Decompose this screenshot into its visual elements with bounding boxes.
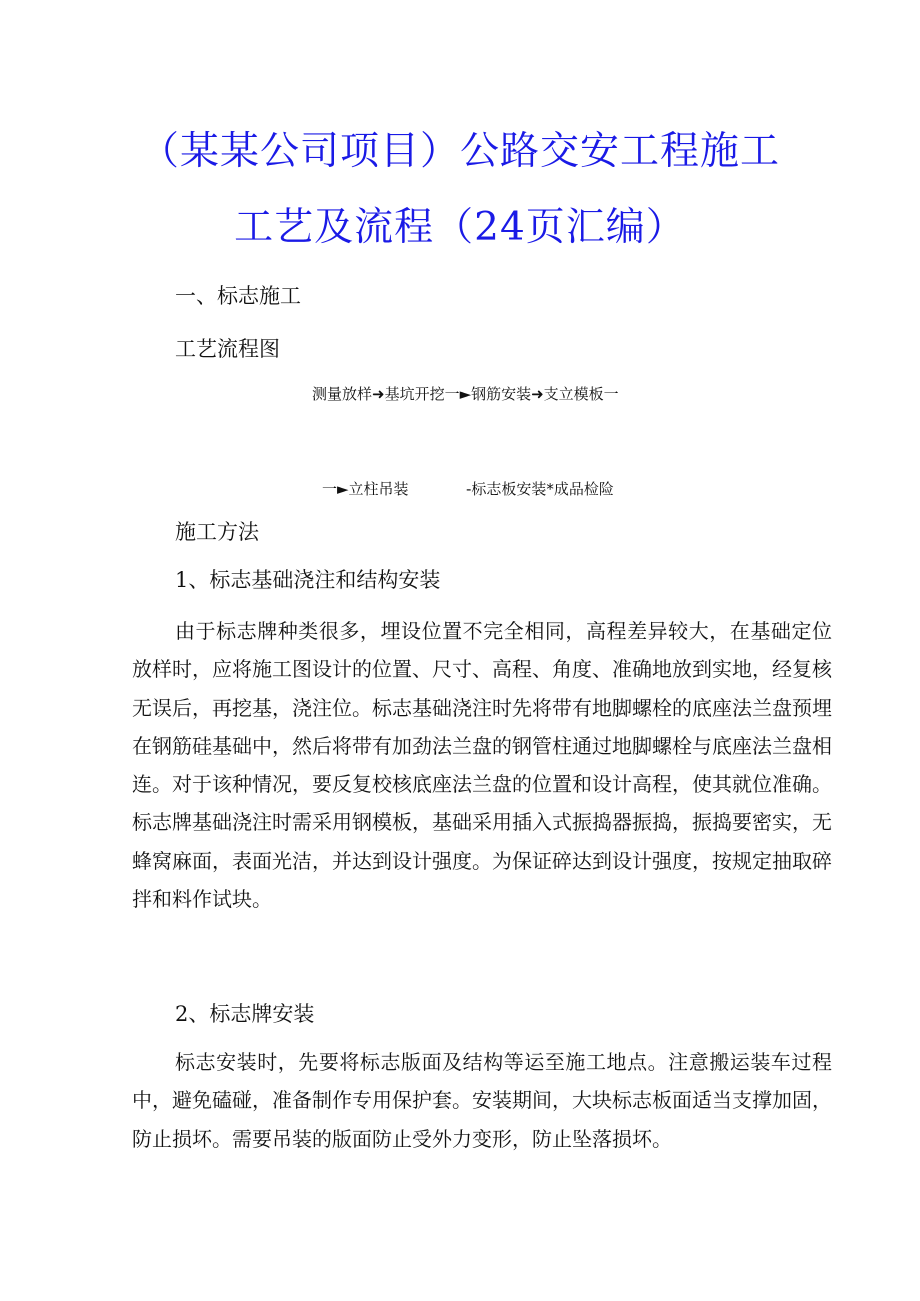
paragraph-foundation-pouring: 由于标志牌种类很多，埋设位置不完全相同，高程差异较大，在基础定位放样时，应将施工图设计的位置、尺寸、高程、角度、准确地放到实地，经复核无误后，再挖基，浇注位。标志基础浇注时先将带有地脚螺栓的底座法兰盘预埋在钢筋硅基础中，然后将带有加劲法兰盘的钢管柱通过地脚螺栓与底座法兰盘相连。对于该种情况，要反复校核底座法兰盘的位置和设计高程，使其就位准确。标志牌基础浇注时需采用钢模板，基础采用插入式振捣器振捣，振捣要密实，无蜂窝麻面，表面光洁，并达到设计强度。为保证碎达到设计强度，按规定抽取碎拌和料作试块。 <box>132 619 832 912</box>
flowchart-heading: 工艺流程图 <box>175 337 280 361</box>
subsection-heading-foundation: 1、标志基础浇注和结构安装 <box>175 568 441 592</box>
subsection-heading-sign-installation: 2、标志牌安装 <box>175 1002 315 1026</box>
process-flow-line-2-start: 一►立柱吊装 <box>322 480 409 498</box>
document-title-line-2: 工艺及流程（24页汇编） <box>234 205 686 250</box>
section-heading-sign-construction: 一、标志施工 <box>175 284 301 308</box>
process-flow-line-1: 测量放样➜基坑开挖一►钢筋安装➜支立模板一 <box>312 385 619 403</box>
document-title-line-1: （某某公司项目）公路交安工程施工 <box>139 129 780 174</box>
construction-method-heading: 施工方法 <box>175 520 259 544</box>
process-flow-line-2-end: -标志板安装*成品检险 <box>466 480 614 498</box>
paragraph-sign-installation: 标志安装时，先要将标志版面及结构等运至施工地点。注意搬运装车过程中，避免磕碰，准备制作专用保护套。安装期间，大块标志板面适当支撑加固，防止损坏。需要吊装的版面防止受外力变形，防止坠落损坏。 <box>132 1050 832 1151</box>
